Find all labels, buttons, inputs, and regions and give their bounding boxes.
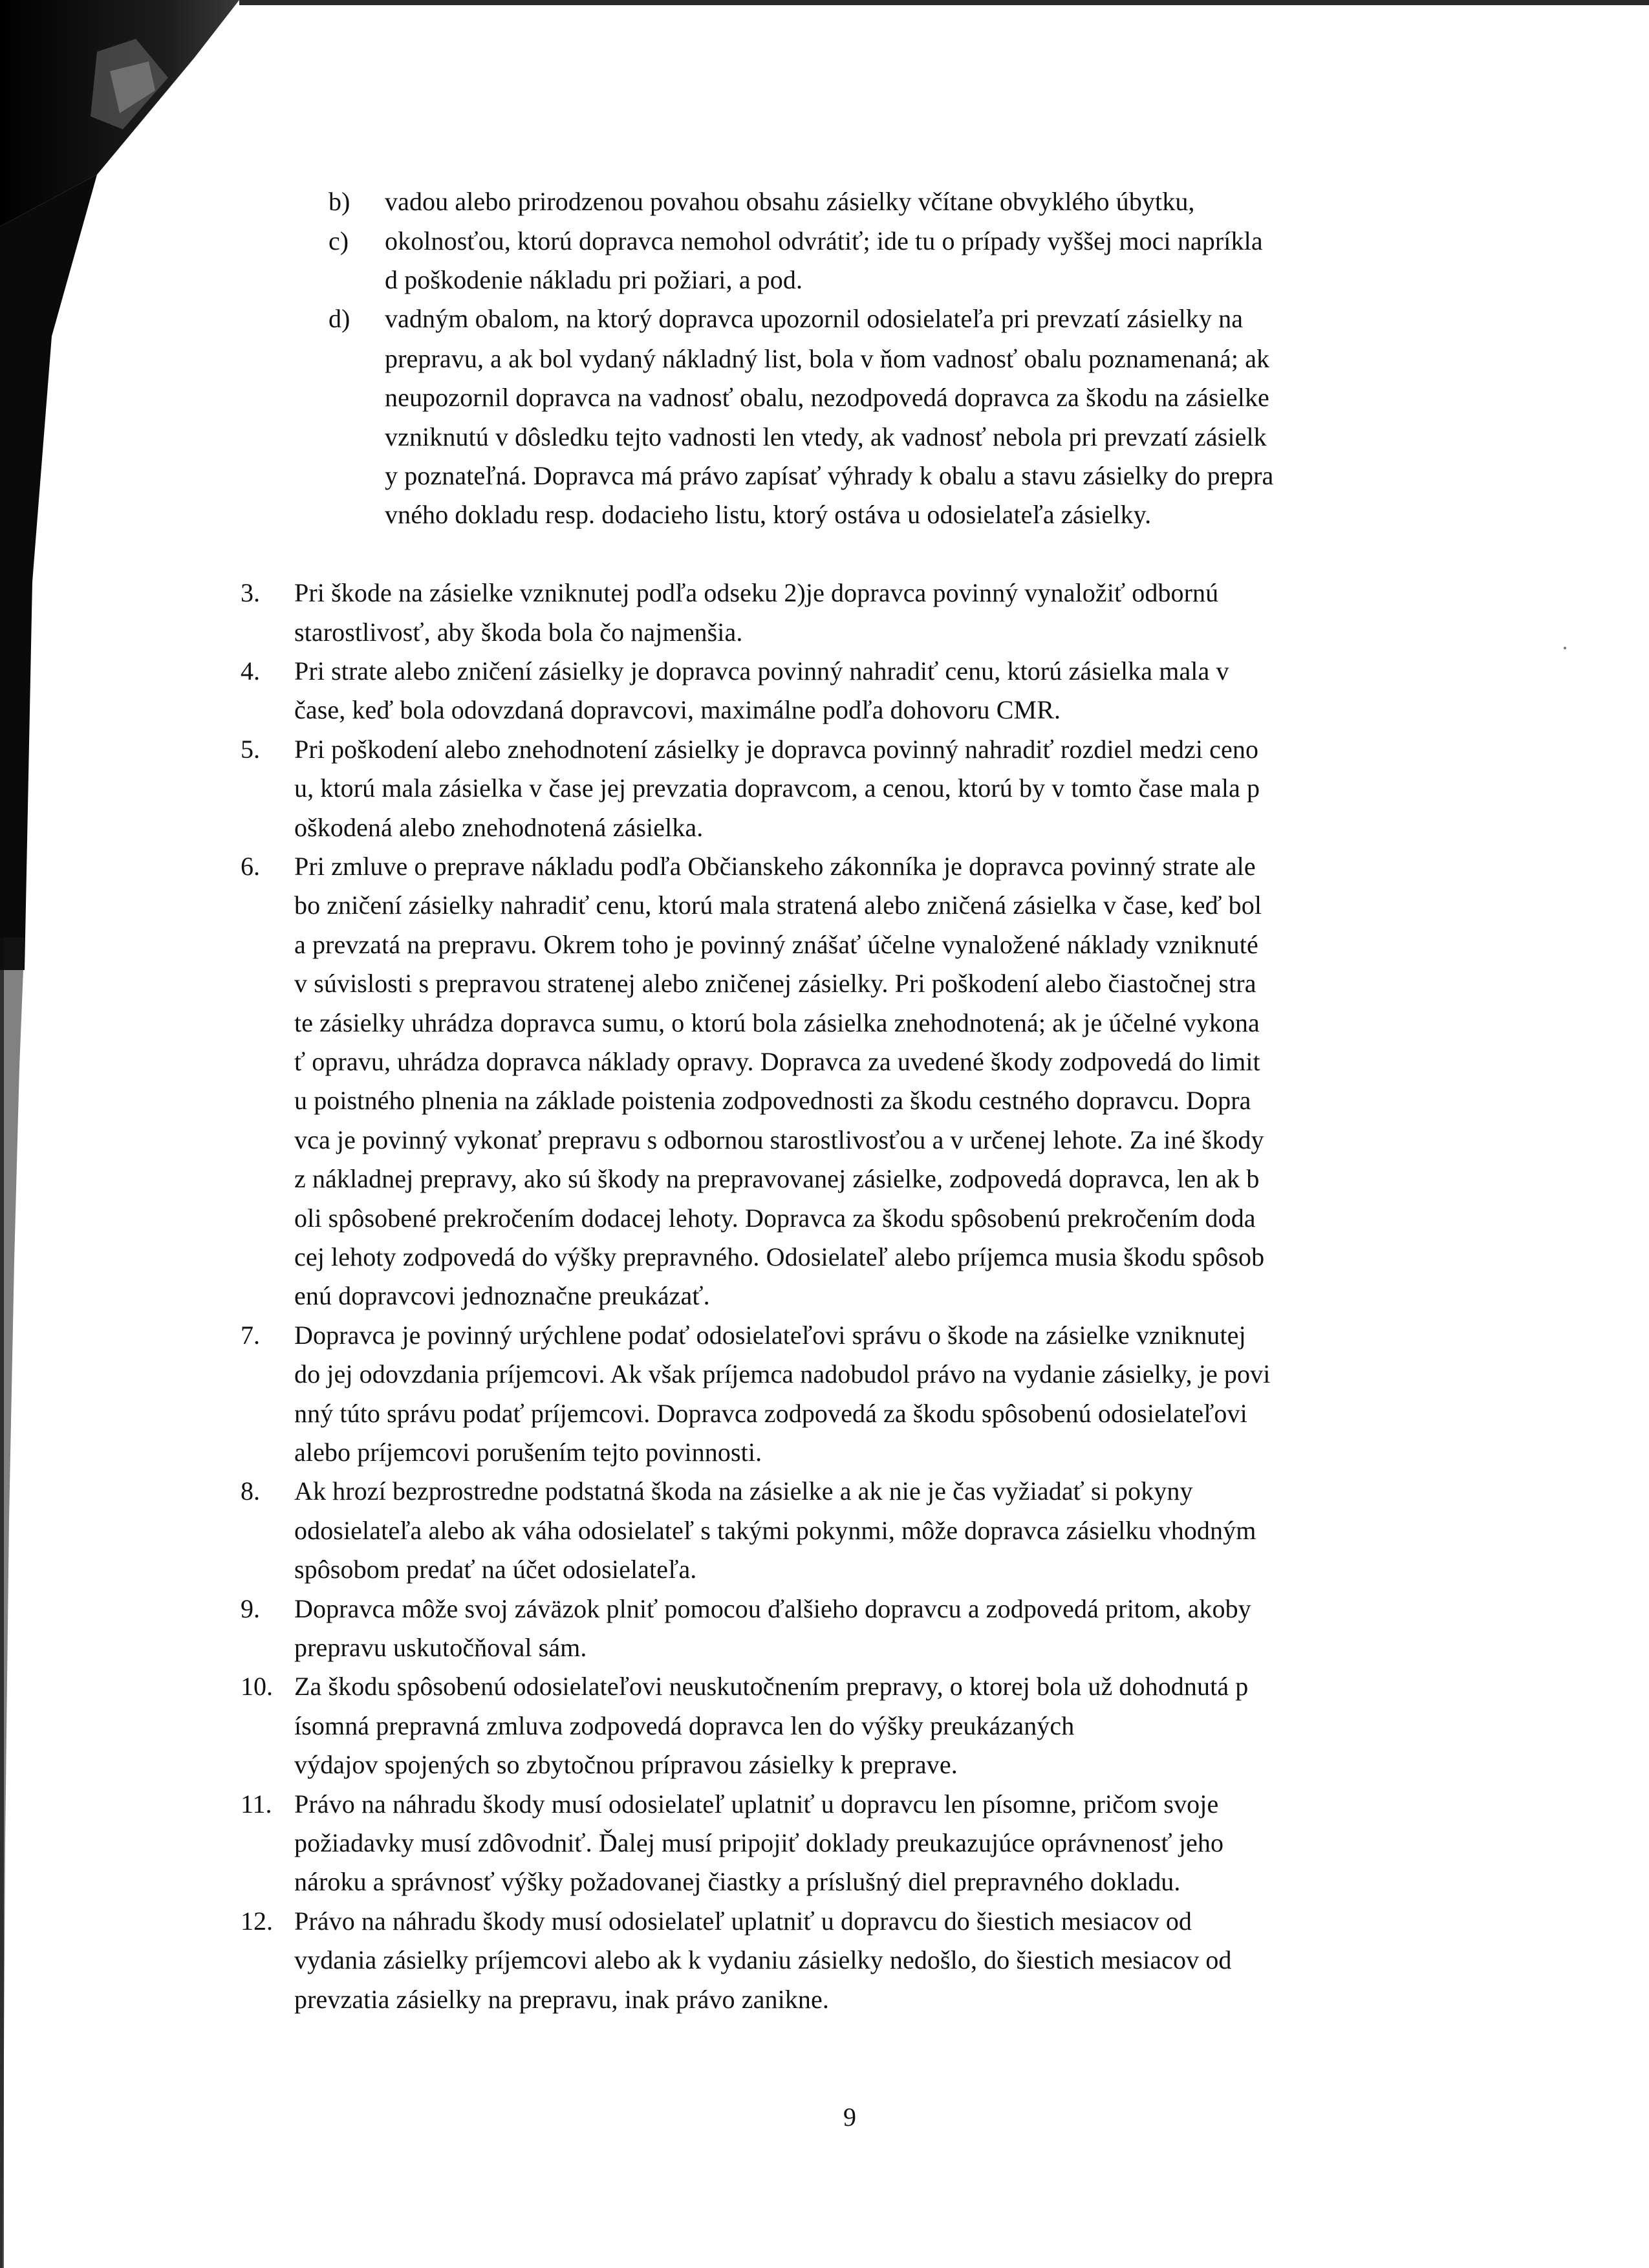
- item-line: a prevzatá na prepravu. Okrem toho je povinný znášať účelne vynaložené náklady vzniknuté: [294, 930, 1258, 959]
- sub-item-line: neupozornil dopravca na vadnosť obalu, nezodpovedá dopravca za škodu na zásielke: [385, 383, 1269, 412]
- item-line: cej lehoty zodpovedá do výšky prepravného. Odosielateľ alebo príjemca musia škodu spôsob: [294, 1242, 1265, 1271]
- item-line: oli spôsobené prekročením dodacej lehoty. Dopravca za škodu spôsobenú prekročením doda: [294, 1204, 1256, 1233]
- item-line: požiadavky musí zdôvodniť. Ďalej musí pripojiť doklady preukazujúce oprávnenosť jeho: [294, 1828, 1224, 1857]
- item-line: z nákladnej prepravy, ako sú škody na prepravovanej zásielke, zodpovedá dopravca, len ak b: [294, 1164, 1260, 1193]
- item-line: alebo príjemcovi porušením tejto povinnosti.: [294, 1438, 762, 1467]
- item-line: nároku a správnosť výšky požadovanej čiastky a príslušný diel prepravného dokladu.: [294, 1867, 1181, 1896]
- sub-item-marker: c): [329, 226, 349, 255]
- item-line: Ak hrozí bezprostredne podstatná škoda na zásielke a ak nie je čas vyžiadať si pokyny: [294, 1476, 1193, 1506]
- item-line: te zásielky uhrádza dopravca sumu, o ktorú bola zásielka znehodnotená; ak je účelné vykona: [294, 1008, 1260, 1037]
- item-line: Právo na náhradu škody musí odosielateľ uplatniť u dopravcu do šiestich mesiacov od: [294, 1906, 1192, 1936]
- item-number: 10.: [241, 1672, 273, 1701]
- item-line: Za škodu spôsobenú odosielateľovi neuskutočnením prepravy, o ktorej bola už dohodnutá p: [294, 1672, 1249, 1701]
- item-line: vydania zásielky príjemcovi alebo ak k vydaniu zásielky nedošlo, do šiestich mesiacov od: [294, 1945, 1232, 1974]
- item-number: 9.: [241, 1594, 260, 1623]
- item-number: 5.: [241, 735, 260, 764]
- page-number: 9: [843, 2102, 856, 2132]
- item-line: u poistného plnenia na základe poistenia zodpovednosti za škodu cestného dopravcu. Dopra: [294, 1086, 1251, 1115]
- item-line: enú dopravcovi jednoznačne preukázať.: [294, 1281, 710, 1310]
- item-line: ísomná prepravná zmluva zodpovedá dopravca len do výšky preukázaných: [294, 1711, 1075, 1740]
- item-line: nný túto správu podať príjemcovi. Dopravca zodpovedá za škodu spôsobenú odosielateľovi: [294, 1399, 1247, 1428]
- item-line: ť opravu, uhrádza dopravca náklady opravy. Dopravca za uvedené škody zodpovedá do limit: [294, 1047, 1260, 1076]
- item-line: Právo na náhradu škody musí odosielateľ uplatniť u dopravcu len písomne, pričom svoje: [294, 1789, 1219, 1819]
- item-line: odosielateľa alebo ak váha odosielateľ s takými pokynmi, môže dopravca zásielku vhodným: [294, 1516, 1256, 1545]
- sub-item-line: vadným obalom, na ktorý dopravca upozornil odosielateľa pri prevzatí zásielky na: [385, 304, 1244, 333]
- item-line: Pri škode na zásielke vzniknutej podľa odseku 2)je dopravca povinný vynaložiť odbornú: [294, 578, 1219, 607]
- item-line: Pri strate alebo zničení zásielky je dopravca povinný nahradiť cenu, ktorú zásielka mala v: [294, 656, 1229, 686]
- item-line: u, ktorú mala zásielka v čase jej prevzatia dopravcom, a cenou, ktorú by v tomto čase mala p: [294, 773, 1260, 803]
- item-number: 7.: [241, 1321, 260, 1350]
- item-line: bo zničení zásielky nahradiť cenu, ktorú mala stratená alebo zničená zásielka v čase, keď bol: [294, 891, 1262, 920]
- item-line: čase, keď bola odovzdaná dopravcovi, maximálne podľa dohovoru CMR.: [294, 695, 1061, 724]
- item-number: 6.: [241, 852, 260, 881]
- item-number: 12.: [241, 1906, 273, 1936]
- item-line: výdajov spojených so zbytočnou prípravou zásielky k preprave.: [294, 1750, 958, 1779]
- sub-item-line: okolnosťou, ktorú dopravca nemohol odvrátiť; ide tu o prípady vyššej moci napríkla: [385, 226, 1263, 255]
- item-number: 11.: [241, 1789, 272, 1819]
- item-line: vca je povinný vykonať prepravu s odbornou starostlivosťou a v určenej lehote. Za iné škody: [294, 1125, 1264, 1154]
- item-line: Dopravca môže svoj záväzok plniť pomocou ďalšieho dopravcu a zodpovedá pritom, akoby: [294, 1594, 1251, 1623]
- sub-item-line: vného dokladu resp. dodacieho listu, ktorý ostáva u odosielateľa zásielky.: [385, 500, 1152, 529]
- item-line: Pri poškodení alebo znehodnotení zásielky je dopravca povinný nahradiť rozdiel medzi ceno: [294, 735, 1259, 764]
- item-number: 8.: [241, 1476, 260, 1506]
- sub-item-line: vadou alebo prirodzenou povahou obsahu zásielky včítane obvyklého úbytku,: [385, 187, 1195, 216]
- sub-item-marker: b): [329, 187, 350, 216]
- sub-item-line: vzniknutú v dôsledku tejto vadnosti len vtedy, ak vadnosť nebola pri prevzatí zásielk: [385, 422, 1267, 451]
- item-line: Dopravca je povinný urýchlene podať odosielateľovi správu o škode na zásielke vzniknutej: [294, 1321, 1246, 1350]
- item-line: Pri zmluve o preprave nákladu podľa Občianskeho zákonníka je dopravca povinný strate ale: [294, 852, 1256, 881]
- item-line: spôsobom predať na účet odosielateľa.: [294, 1555, 697, 1584]
- sub-item-line: d poškodenie nákladu pri požiari, a pod.: [385, 265, 803, 294]
- item-number: 3.: [241, 578, 260, 607]
- item-number: 4.: [241, 656, 260, 686]
- sub-item-line: y poznateľná. Dopravca má právo zapísať výhrady k obalu a stavu zásielky do prepra: [385, 461, 1274, 490]
- item-line: starostlivosť, aby škoda bola čo najmenšia.: [294, 618, 743, 647]
- item-line: oškodená alebo znehodnotená zásielka.: [294, 813, 704, 842]
- item-line: v súvislosti s prepravou stratenej alebo zničenej zásielky. Pri poškodení alebo čiastočnej stra: [294, 969, 1256, 998]
- sub-item-marker: d): [329, 304, 350, 333]
- item-line: do jej odovzdania príjemcovi. Ak však príjemca nadobudol právo na vydanie zásielky, je povi: [294, 1359, 1271, 1388]
- item-line: prepravu uskutočňoval sám.: [294, 1633, 587, 1662]
- item-line: prevzatia zásielky na prepravu, inak právo zanikne.: [294, 1985, 829, 2014]
- sub-item-line: prepravu, a ak bol vydaný nákladný list, bola v ňom vadnosť obalu poznamenaná; ak: [385, 344, 1270, 373]
